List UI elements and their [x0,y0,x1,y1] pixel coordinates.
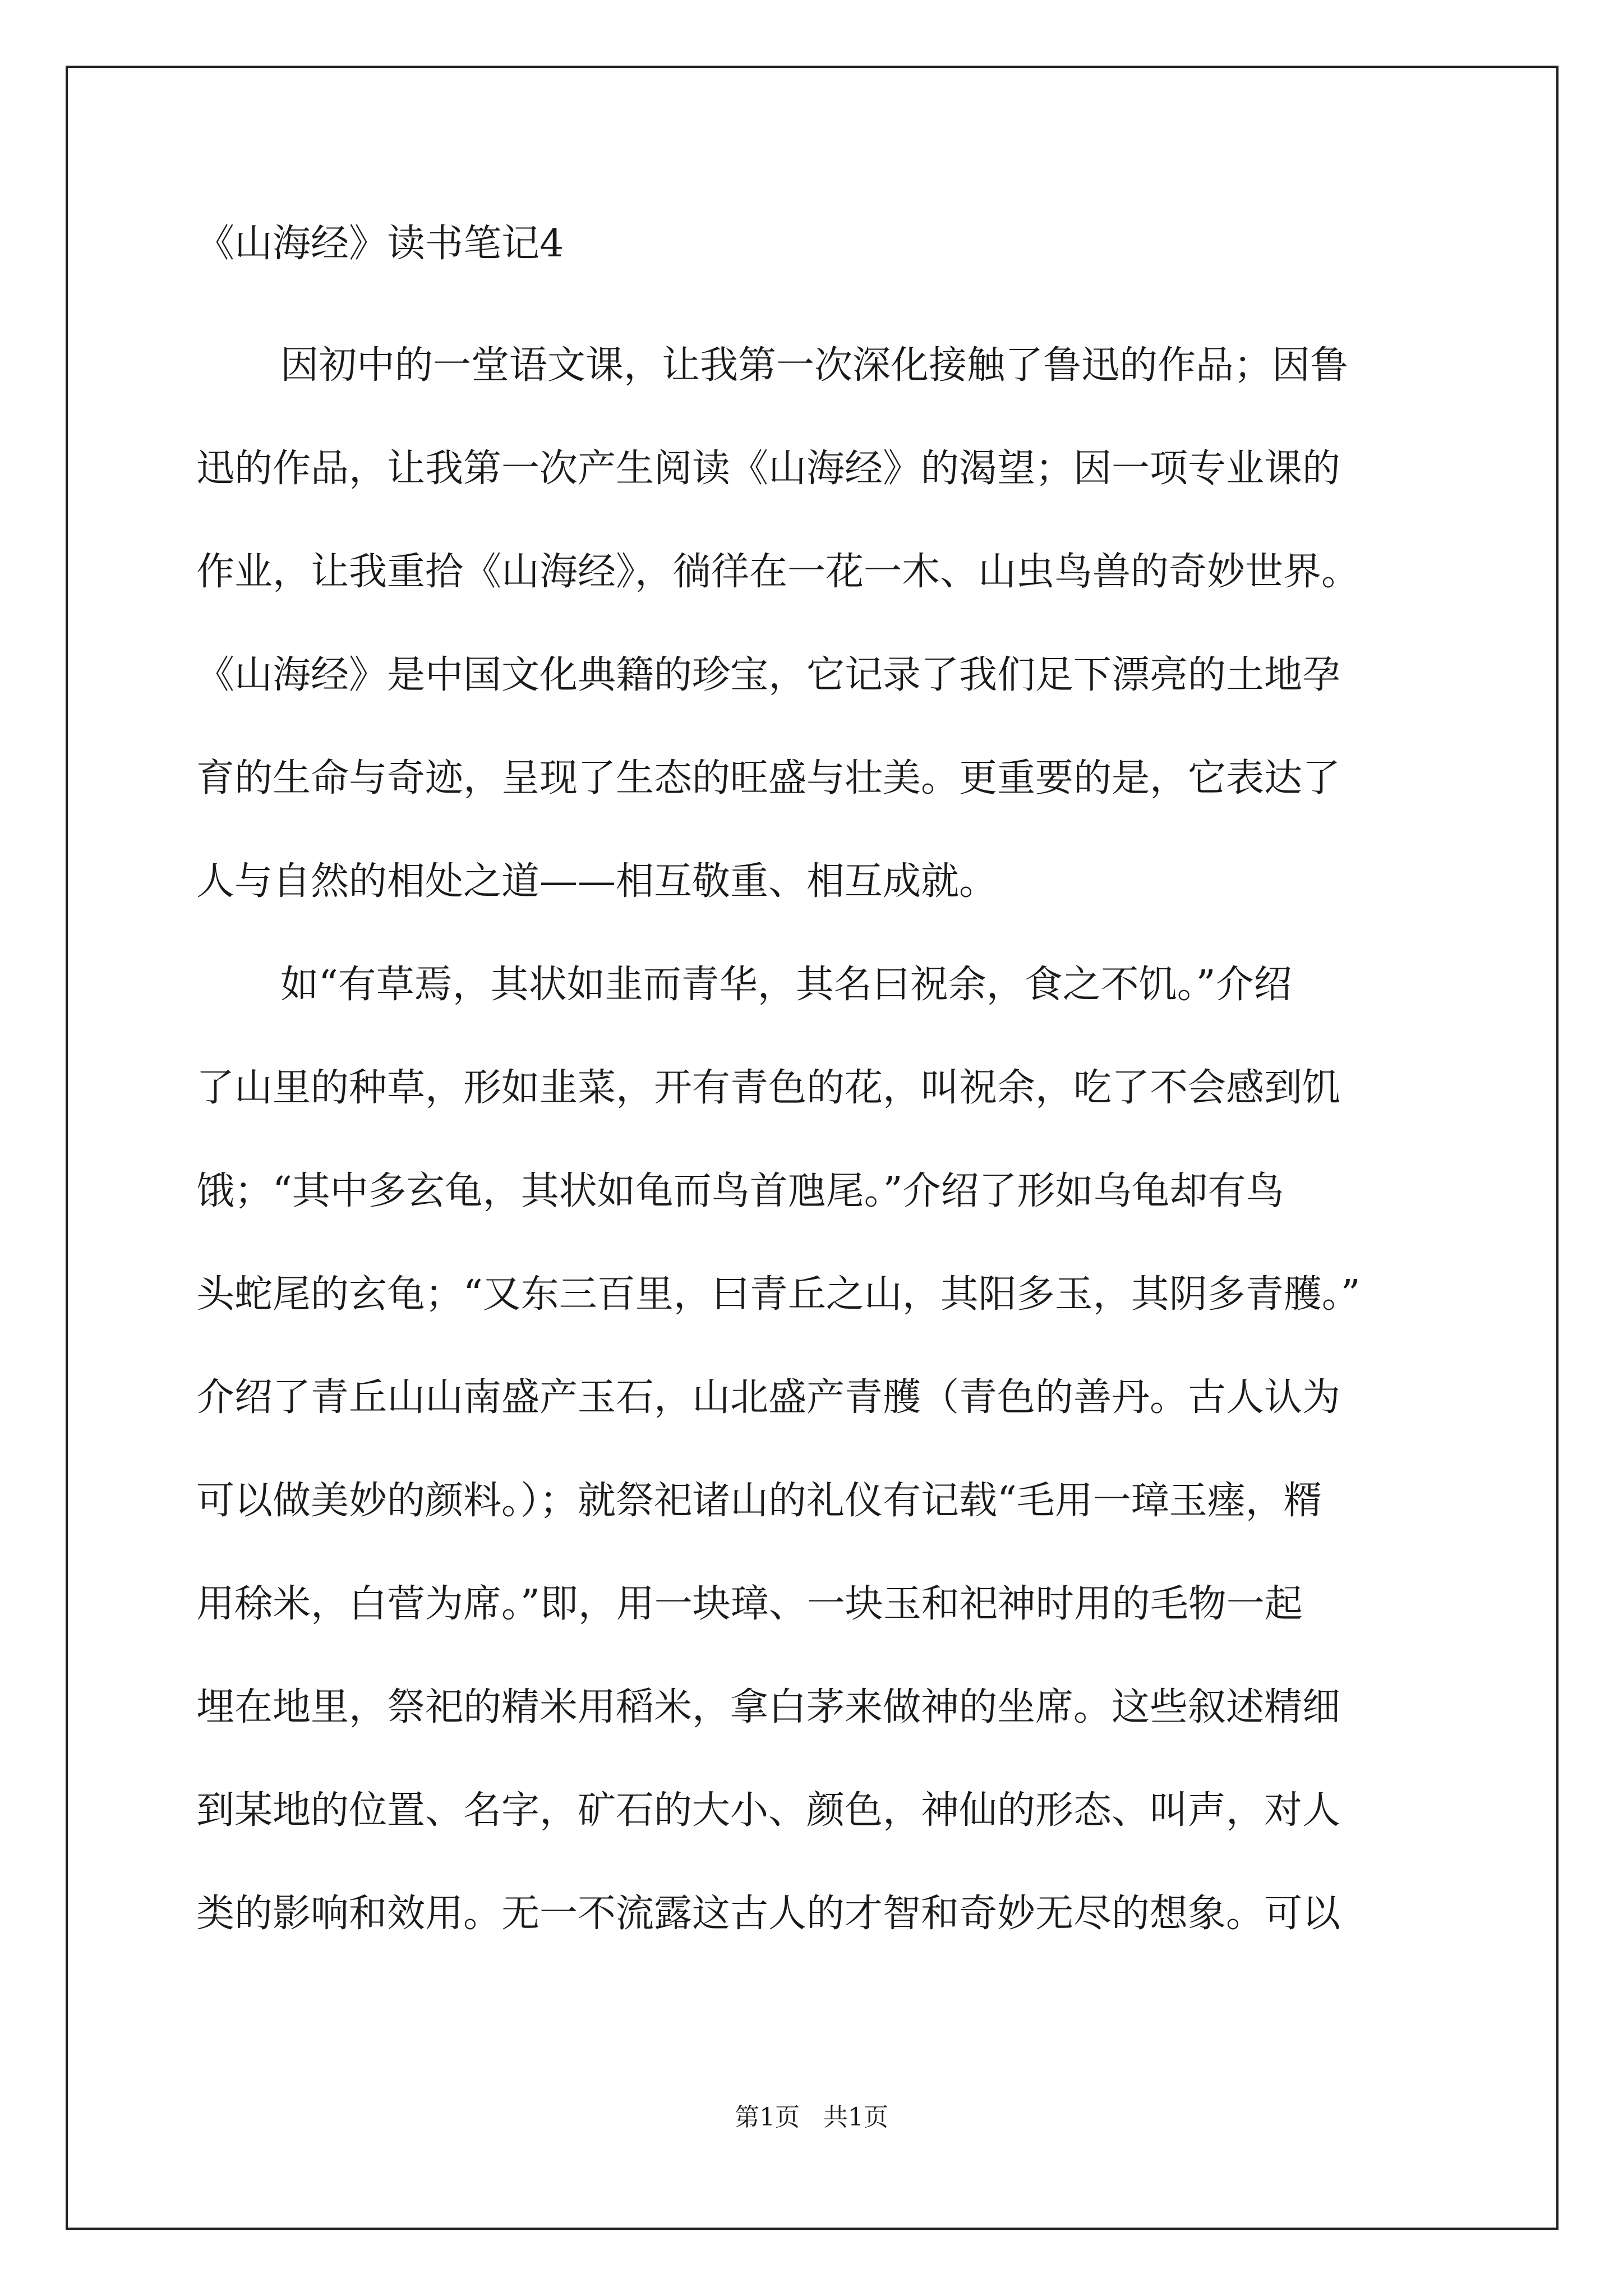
text-line: 《山海经》是中国文化典籍的珍宝，它记录了我们足下漂亮的土地孕 [196,653,1341,697]
text-line: 迅的作品，让我第一次产生阅读《山海经》的渴望；因一项专业课的 [196,447,1341,491]
document-title: 《山海经》读书笔记4 [196,222,564,266]
text-line: 埋在地里，祭祀的精米用稻米，拿白茅来做神的坐席。这些叙述精细 [196,1685,1341,1729]
document-body [196,314,1430,1966]
text-line: 到某地的位置、名字，矿石的大小、颜色，神仙的形态、叫声，对人 [196,1788,1341,1833]
text-line: 了山里的种草，形如韭菜，开有青色的花，叫祝余，吃了不会感到饥 [196,1066,1341,1110]
text-line: 介绍了青丘山山南盛产玉石，山北盛产青雘（青色的善丹。古人认为 [196,1375,1341,1420]
text-line: 用稌米，白菅为席。”即，用一块璋、一块玉和祀神时用的毛物一起 [196,1582,1303,1626]
text-line: 人与自然的相处之道——相互敬重、相互成就。 [196,859,998,904]
page-footer: 第1页 共1页 [735,2103,888,2132]
text-line: 因初中的一堂语文课，让我第一次深化接触了鲁迅的作品；因鲁 [280,343,1349,388]
text-line: 饿；“其中多玄龟，其状如龟而鸟首虺尾。”介绍了形如乌龟却有鸟 [196,1169,1284,1213]
text-line: 头蛇尾的玄龟；“又东三百里，曰青丘之山，其阳多玉，其阴多青雘。” [196,1272,1361,1317]
text-line: 育的生命与奇迹，呈现了生态的旺盛与壮美。更重要的是，它表达了 [196,756,1341,800]
text-line: 如“有草焉，其状如韭而青华，其名曰祝余，食之不饥。”介绍 [280,963,1292,1007]
text-line: 作业，让我重拾《山海经》，徜徉在一花一木、山虫鸟兽的奇妙世界。 [196,550,1360,594]
text-line: 可以做美妙的颜料。）；就祭祀诸山的礼仪有记载“毛用一璋玉瘗，糈 [196,1479,1322,1523]
text-line: 类的影响和效用。无一不流露这古人的才智和奇妙无尽的想象。可以 [196,1892,1341,1936]
